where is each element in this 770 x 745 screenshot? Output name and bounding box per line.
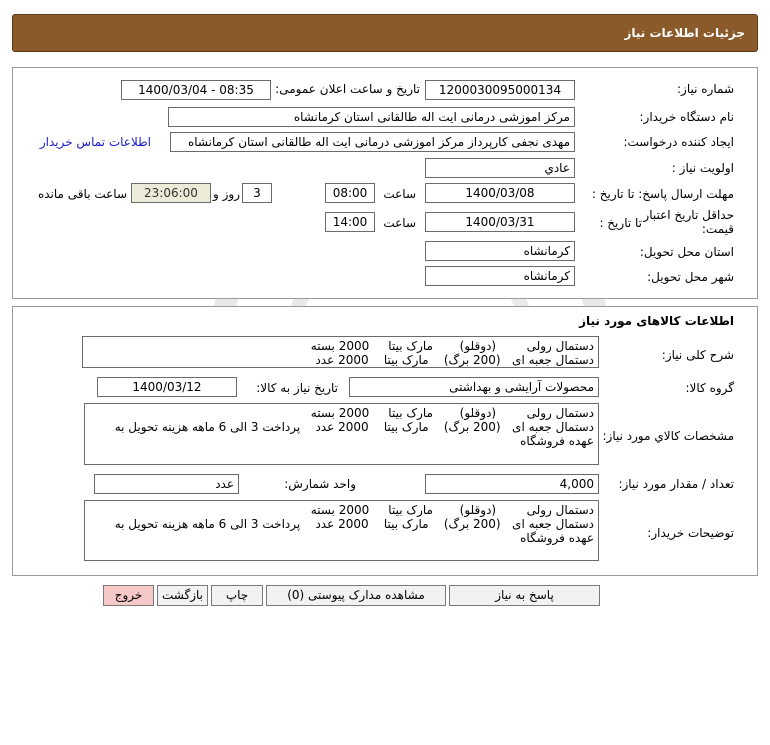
- page-header: [12, 14, 758, 52]
- validity-time-label: ساعت: [383, 216, 416, 230]
- priority-label: اولویت نیاز :: [671, 161, 734, 175]
- general-desc-label: شرح کلی نیاز:: [661, 348, 734, 362]
- buyer-field: مرکز اموزشی درمانی ایت اله طالقانی استان کرمانشاه: [168, 107, 575, 127]
- page-title: جزئیات اطلاعات نیاز: [624, 26, 745, 40]
- city-field: کرمانشاه: [425, 266, 575, 286]
- goods-group-field: محصولات آرایشی و بهداشتی: [349, 377, 599, 397]
- deadline-date-field: 1400/03/08: [425, 183, 575, 203]
- deadline-label: مهلت ارسال پاسخ: تا تاریخ :: [591, 187, 734, 201]
- print-button[interactable]: چاپ: [211, 585, 263, 606]
- city-label: شهر محل تحویل:: [647, 270, 734, 284]
- deadline-time-label: ساعت: [383, 187, 416, 201]
- buyer-contact-link[interactable]: اطلاعات تماس خریدار: [39, 135, 151, 149]
- need-date-field: 1400/03/12: [97, 377, 237, 397]
- goods-section-title: اطلاعات کالاهای مورد نیاز: [579, 314, 734, 328]
- back-button[interactable]: بازگشت: [157, 585, 208, 606]
- province-label: استان محل تحویل:: [639, 245, 734, 259]
- priority-field: عادي: [425, 158, 575, 178]
- creator-field: مهدی نجفی کارپرداز مرکز اموزشی درمانی ایت اله طالقانی استان کرمانشاه: [170, 132, 575, 152]
- buyer-notes-label: توضیحات خریدار:: [647, 526, 734, 540]
- province-field: کرمانشاه: [425, 241, 575, 261]
- deadline-time-field: 08:00: [325, 183, 375, 203]
- days-suffix-label: روز و: [213, 187, 240, 201]
- need-number-label: شماره نیاز:: [677, 82, 734, 96]
- unit-field: عدد: [94, 474, 239, 494]
- buyer-notes-field: دستمال رولی (دوقلو) مارک بیتا 2000 بسته دستمال جعبه ای (200 برگ) مارک بیتا 2000 عدد پرداخت 3 الی 6 ماهه هزینه تحویل به عهده فروشگاه: [84, 500, 599, 561]
- remaining-time-field: 23:06:00: [131, 183, 211, 203]
- validity-label: حداقل تاریخ اعتبار قیمت:: [643, 208, 734, 236]
- general-desc-field: دستمال رولی (دوقلو) مارک بیتا 2000 بسته دستمال جعبه ای (200 برگ) مارک بیتا 2000 عدد: [82, 336, 599, 368]
- announce-field: 1400/03/04 - 08:35: [121, 80, 271, 100]
- goods-group-label: گروه کالا:: [685, 381, 734, 395]
- spec-label: مشخصات کالاي مورد نياز:: [602, 429, 734, 443]
- qty-field: 4,000: [425, 474, 599, 494]
- validity-time-field: 14:00: [325, 212, 375, 232]
- remaining-time-label: ساعت باقی مانده: [37, 187, 127, 201]
- spec-field: دستمال رولی (دوقلو) مارک بیتا 2000 بسته دستمال جعبه ای (200 برگ) مارک بیتا 2000 عدد پرداخت 3 الی 6 ماهه هزینه تحویل به عهده فروشگاه: [84, 403, 599, 465]
- need-date-label: تاریخ نیاز به کالا:: [256, 381, 338, 395]
- creator-label: ایجاد کننده درخواست:: [623, 135, 734, 149]
- validity-date-field: 1400/03/31: [425, 212, 575, 232]
- need-info-panel: [12, 67, 758, 299]
- days-remaining-field: 3: [242, 183, 272, 203]
- attachments-button[interactable]: مشاهده مدارک پیوستی (0): [266, 585, 446, 606]
- announce-label: تاریخ و ساعت اعلان عمومی:: [275, 82, 420, 96]
- buyer-label: نام دستگاه خریدار:: [639, 110, 734, 124]
- exit-button[interactable]: خروج: [103, 585, 154, 606]
- unit-label: واحد شمارش:: [284, 477, 356, 491]
- qty-label: تعداد / مقدار مورد نیاز:: [618, 477, 734, 491]
- validity-sub-label: تا تاریخ :: [599, 216, 642, 230]
- respond-button[interactable]: پاسخ به نیاز: [449, 585, 600, 606]
- need-number-field: 1200030095000134: [425, 80, 575, 100]
